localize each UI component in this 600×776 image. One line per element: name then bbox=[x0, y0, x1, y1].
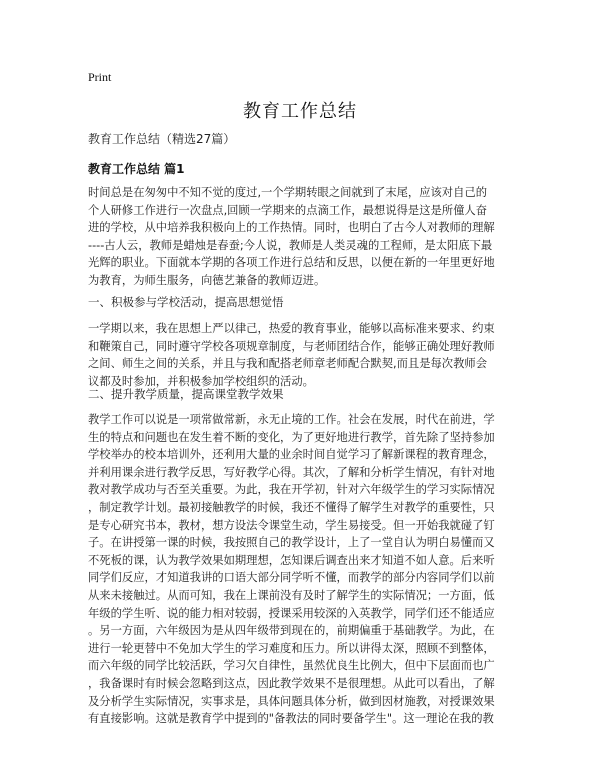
paragraph-line: 并利用课余进行教学反思，写好教学心得。其次，了解和分析学生情况，有针对地 bbox=[88, 465, 495, 479]
paragraph-line: 时间总是在匆匆中不知不觉的度过,一个学期转眼之间就到了末尾，应该对自己的 bbox=[88, 186, 487, 199]
paragraph-line: 进行一轮更替中不免加大学生的学习难度和压力。所以讲得太深，照顾不到整体， bbox=[88, 641, 495, 655]
document-title: 教育工作总结 bbox=[243, 101, 357, 122]
paragraph-intro bbox=[88, 184, 514, 290]
paragraph-line: 为教育，为师生服务，向德艺兼备的教师迈进。 bbox=[88, 273, 326, 287]
paragraph-activities bbox=[88, 320, 514, 390]
paragraph-line: 。另一方面，六年级因为是从四年级带到现在的，前期偏重于基础教学。为此，在 bbox=[88, 624, 495, 638]
paragraph-line: 光辉的职业。下面就本学期的各项工作进行总结和反思，以便在新的一年里更好地 bbox=[88, 256, 495, 270]
paragraph-line: 教学工作可以说是一项常做常新，永无止境的工作。社会在发展，时代在前进，学 bbox=[88, 413, 495, 426]
paragraph-line: 年级的学生听、说的能力相对较弱，授课采用较深的入英教学，同学们还不能适应 bbox=[88, 606, 495, 620]
document-subtitle: 教育工作总结（精选27篇） bbox=[88, 132, 236, 146]
paragraph-line: 学校举办的校本培训外，还利用大量的业余时间自觉学习了解新课程的教育理念， bbox=[88, 448, 495, 462]
paragraph-line: 从来未接触过。从而可知，我在上课前没有及时了解学生的实际情况；一方面，低 bbox=[88, 588, 495, 602]
paragraph-line: 是专心研究书本，教材，想方设法令课堂生动，学生易接受。但一开始我就碰了钉 bbox=[88, 518, 495, 532]
section-heading: 教育工作总结 篇1 bbox=[88, 162, 185, 176]
paragraph-line: 子。在讲授第一课的时候，我按照自己的教学设计，上了一堂自认为明白易懂而又 bbox=[88, 536, 495, 550]
subheading-teaching-quality: 二、提升教学质量，提高课堂教学效果 bbox=[88, 387, 284, 401]
paragraph-line: 而六年级的同学比较活跃，学习欠自律性，虽然优良生比例大，但中下层面而也广 bbox=[88, 659, 495, 673]
paragraph-line: 教对教学成功与否至关重要。为此，我在开学初，针对六年级学生的学习实际情况 bbox=[88, 483, 495, 497]
paragraph-line: ，制定教学计划。最初接触教学的时候，我还不懂得了解学生对教学的重要性，只 bbox=[88, 500, 495, 514]
paragraph-line: 议都及时参加，并积极参加学校组织的活动。 bbox=[88, 374, 314, 388]
paragraph-line: 及分析学生实际情况，实事求是，具体问题具体分析，做到因材施教，对授课效果 bbox=[88, 694, 495, 708]
paragraph-line: 一学期以来，我在思想上严以律己，热爱的教育事业，能够以高标准来要求、约束 bbox=[88, 322, 495, 335]
paragraph-line: 进的学校，从中培养我积极向上的工作热情。同时，也明白了古今人对教师的理解 bbox=[88, 221, 495, 235]
paragraph-teaching bbox=[88, 411, 514, 728]
paragraph-line: 个人研修工作进行一次盘点,回顾一学期来的点滴工作，最想说得是这是所僮人奋 bbox=[88, 203, 487, 217]
paragraph-line: 和鞭策自己，同时遵守学校各项规章制度，与老师团结合作，能够正确处理好教师 bbox=[88, 339, 495, 353]
paragraph-line: 不死板的课，认为教学效果如期理想，怎知课后调查出来才知道不如人意。后来听 bbox=[88, 553, 495, 567]
paragraph-line: 有直接影响。这就是教育学中提到的"备教法的同时要备学生"。这一理论在我的教 bbox=[88, 712, 494, 726]
paragraph-line: ，我备课时有时候会忽略到这点，因此教学效果不是很理想。从此可以看出，了解 bbox=[88, 676, 495, 690]
paragraph-line: 生的特点和问题也在发生着不断的变化，为了更好地进行教学，首先除了坚持参加 bbox=[88, 430, 495, 444]
paragraph-line: 之间、师生之间的关系，并且与我和配搭老师章老师配合默契,而且是每次教师会 bbox=[88, 357, 487, 371]
paragraph-line: 同学们反应，才知道我讲的口语大部分同学听不懂，而教学的部分内容同学们以前 bbox=[88, 571, 495, 585]
paragraph-line: ----古人云，教师是蜡烛是春蚕;今人说，教师是人类灵魂的工程师，是太阳底下最 bbox=[88, 238, 493, 252]
print-link[interactable]: Print bbox=[88, 70, 112, 84]
subheading-activities: 一、积极参与学校活动，提高思想觉悟 bbox=[88, 295, 284, 309]
